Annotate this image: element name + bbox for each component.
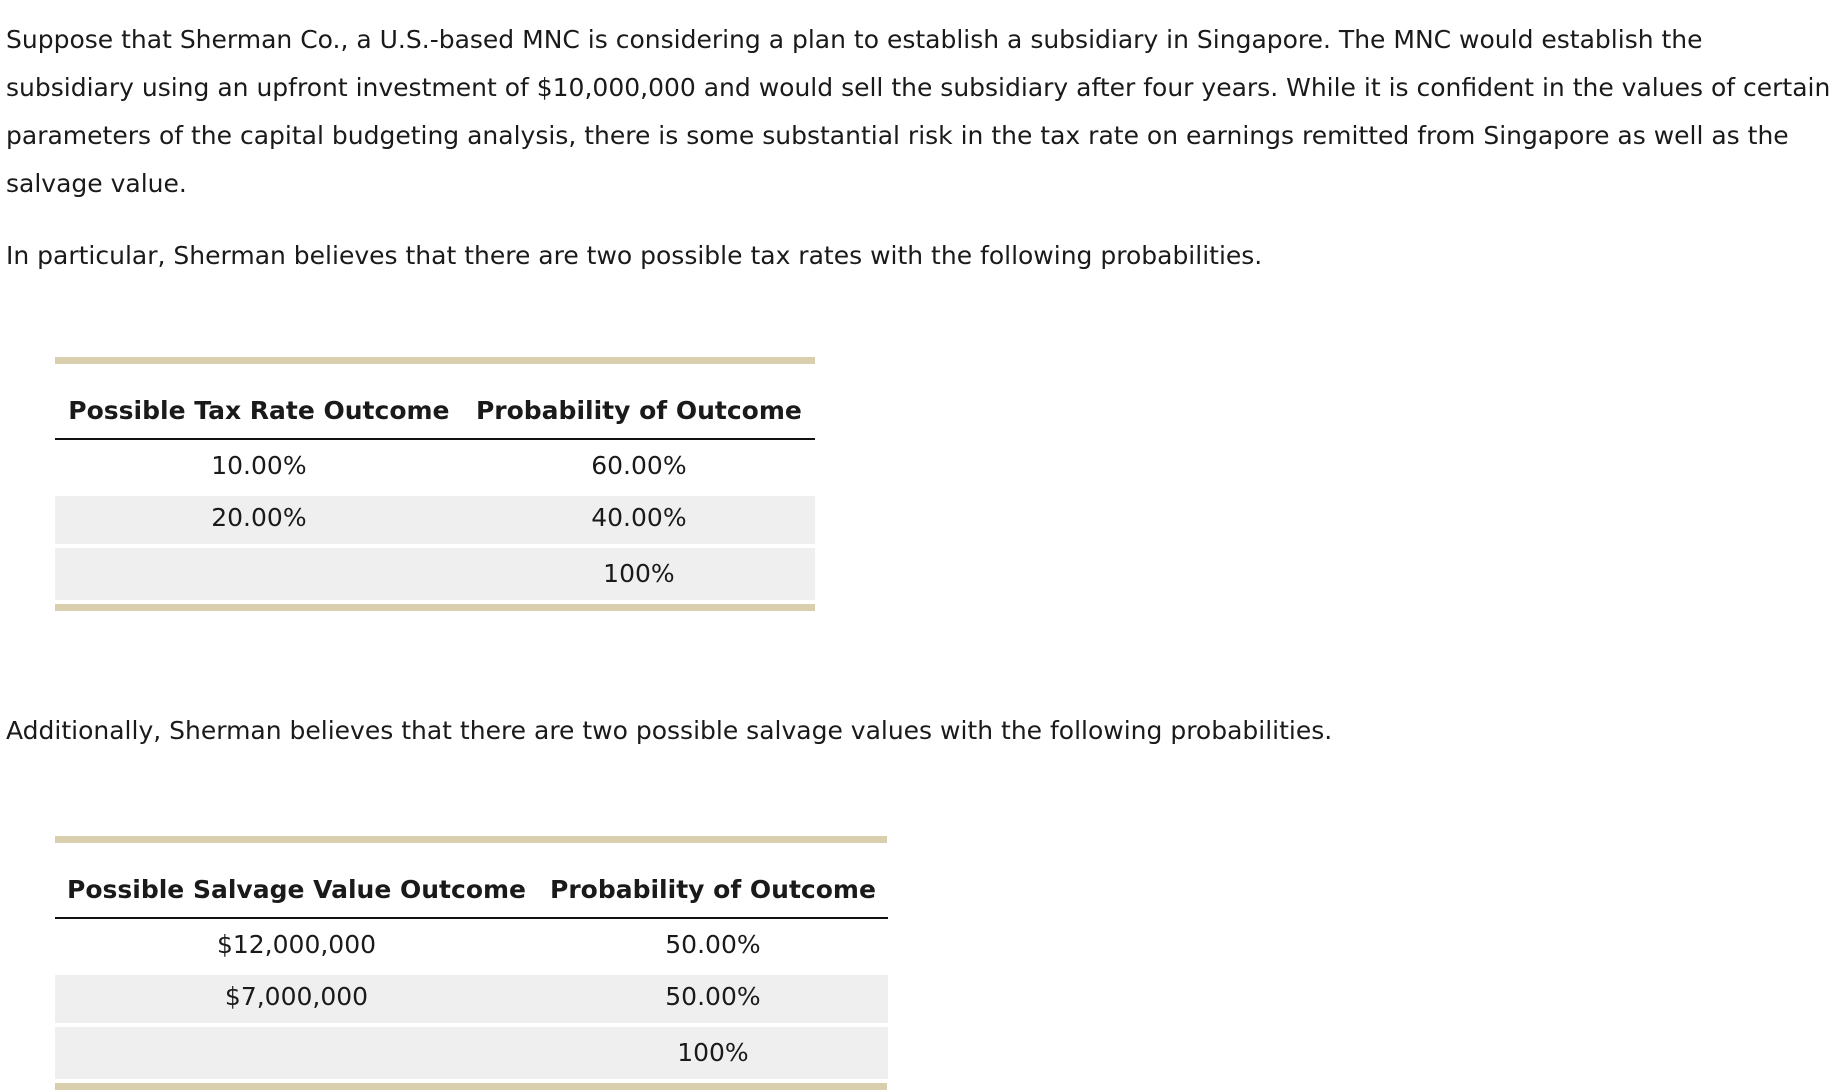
tax-rate-cell: 10.00%: [211, 451, 307, 480]
column-header-salvage-value: Possible Salvage Value Outcome: [55, 847, 538, 919]
salvage-value-cell: $12,000,000: [216, 930, 377, 959]
table-total-row: [55, 1027, 888, 1079]
table-row: [55, 496, 815, 544]
table-total-row: [55, 548, 815, 600]
probability-cell: 50.00%: [665, 930, 761, 959]
table-row: [55, 923, 888, 971]
total-probability-cell: 100%: [538, 1027, 888, 1079]
table-header-row: [55, 847, 888, 919]
intro-paragraph: Suppose that Sherman Co., a U.S.-based MNC is considering a plan to establish a subsidiary in Singapore. The MNC would establish the subsidiary using an upfront investment of $10,000,000 and would sell the subsidiary after four years. While it is confident in the values of certain parameters of the capital budgeting analysis, there is some substantial risk in the tax rate on earnings remitted from Singapore as well as the salvage value.: [6, 25, 1831, 198]
total-label-cell: [55, 548, 463, 600]
document-body: [6, 16, 1836, 1090]
column-header-probability: Probability of Outcome: [538, 847, 888, 919]
spacer: [6, 611, 1836, 707]
table-header-row: [55, 368, 815, 440]
table-row: [55, 975, 888, 1023]
table-row: [55, 444, 815, 492]
tax-rate-table: [55, 364, 815, 604]
tax-rate-cell: 20.00%: [55, 496, 463, 544]
salvage-intro-paragraph: Additionally, Sherman believes that there are two possible salvage values with the following probabilities.: [6, 716, 1333, 745]
salvage-value-cell: $7,000,000: [55, 975, 538, 1023]
column-header-probability: Probability of Outcome: [463, 368, 815, 440]
total-label-cell: [55, 1027, 538, 1079]
probability-cell: 40.00%: [463, 496, 815, 544]
tax-rate-intro-paragraph: In particular, Sherman believes that there are two possible tax rates with the following probabilities.: [6, 241, 1263, 270]
salvage-value-table: [55, 843, 888, 1083]
column-header-tax-rate: Possible Tax Rate Outcome: [55, 368, 463, 440]
probability-cell: 60.00%: [591, 451, 687, 480]
tax-rate-table-container: [55, 357, 815, 611]
total-probability-cell: 100%: [463, 548, 815, 600]
salvage-value-table-container: [55, 836, 887, 1090]
probability-cell: 50.00%: [538, 975, 888, 1023]
